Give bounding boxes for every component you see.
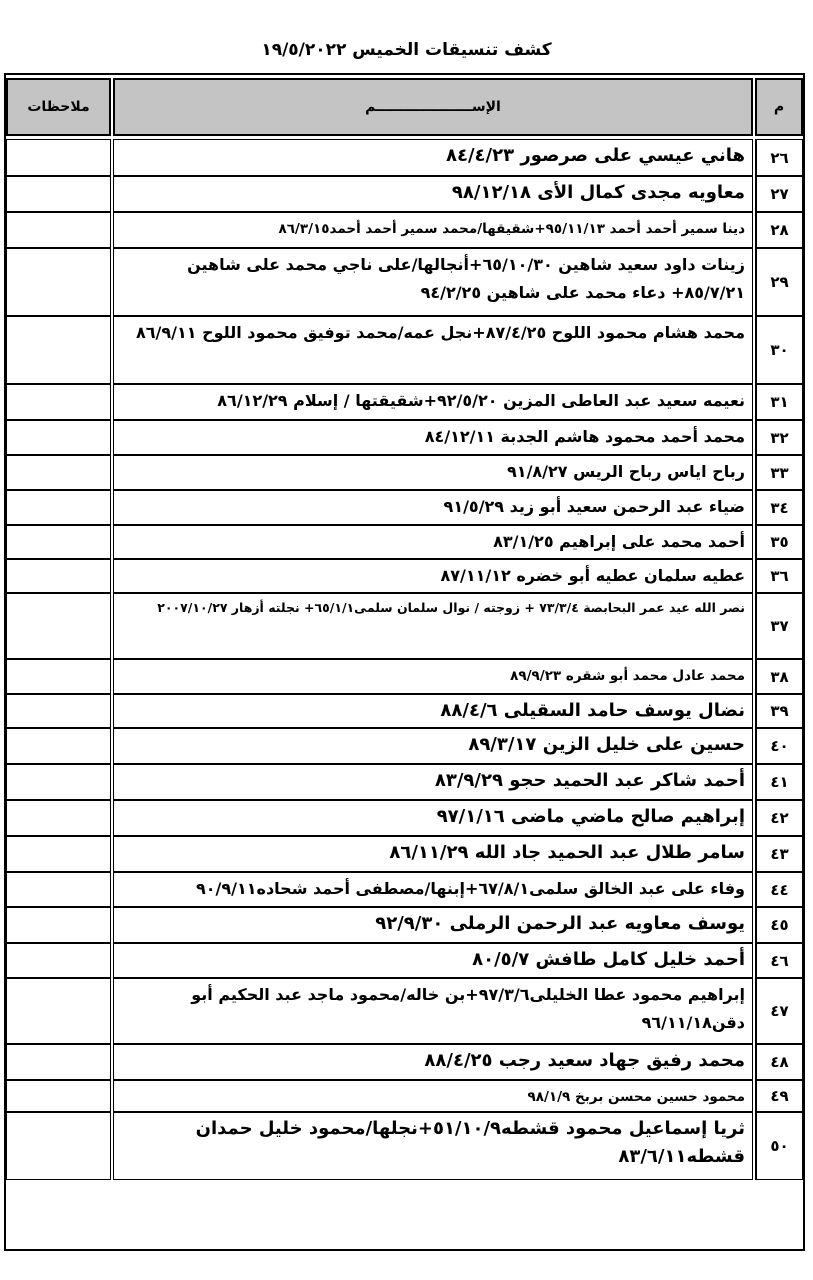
row-name: إبراهيم صالح ماضي ماضى ٩٧/١/١٦ — [113, 800, 753, 836]
table-row — [6, 659, 803, 694]
table-row — [6, 764, 803, 800]
row-number: ٤٧ — [755, 978, 803, 1044]
row-number: ٤٨ — [755, 1044, 803, 1080]
table-row — [6, 728, 803, 764]
row-number: ٣٥ — [755, 525, 803, 559]
row-name: حسين على خليل الزين ٨٩/٣/١٧ — [113, 728, 753, 764]
row-remarks — [6, 455, 111, 490]
row-number: ٤٢ — [755, 800, 803, 836]
table-row — [6, 800, 803, 836]
row-number: ٤١ — [755, 764, 803, 800]
table-row — [6, 1080, 803, 1112]
row-name: نصر الله عيد عمر البحابصة ٧٣/٣/٤ + زوجته / نوال سلمان سلمى٦٥/١/١+ نجلته أزهار ٢٠٠٧/١٠/٢٧ — [113, 593, 753, 659]
row-remarks — [6, 559, 111, 593]
row-number: ٢٧ — [755, 176, 803, 212]
row-number: ٥٠ — [755, 1112, 803, 1180]
table-row — [6, 559, 803, 593]
table-row — [6, 836, 803, 872]
row-number: ٤٤ — [755, 872, 803, 907]
row-name: أحمد محمد على إبراهيم ٨٣/١/٢٥ — [113, 525, 753, 559]
table-row — [6, 212, 803, 248]
row-remarks — [6, 384, 111, 420]
table-row — [6, 694, 803, 728]
row-remarks — [6, 1080, 111, 1112]
row-remarks — [6, 176, 111, 212]
row-remarks — [6, 764, 111, 800]
row-number: ٢٦ — [755, 139, 803, 176]
table-row — [6, 593, 803, 659]
row-number: ٤٣ — [755, 836, 803, 872]
row-remarks — [6, 593, 111, 659]
table-header — [6, 78, 803, 136]
row-remarks — [6, 248, 111, 316]
row-number: ٤٦ — [755, 943, 803, 978]
row-number: ٣١ — [755, 384, 803, 420]
row-number: ٣٠ — [755, 316, 803, 384]
row-name: زينات داود سعيد شاهين ٦٥/١٠/٣٠+أنجالها/على ناجي محمد على شاهين ٨٥/٧/٢١+ دعاء محمد على شاهين ٩٤/٢/٢٥ — [113, 248, 753, 316]
row-remarks — [6, 525, 111, 559]
row-name: نعيمه سعيد عبد العاطى المزين ٩٢/٥/٢٠+شقيقتها / إسلام ٨٦/١٢/٢٩ — [113, 384, 753, 420]
row-remarks — [6, 420, 111, 455]
table-row — [6, 907, 803, 943]
row-number: ٣٣ — [755, 455, 803, 490]
row-name: ضياء عبد الرحمن سعيد أبو زيد ٩١/٥/٢٩ — [113, 490, 753, 525]
row-number: ٣٧ — [755, 593, 803, 659]
table-row — [6, 943, 803, 978]
row-number: ٤٥ — [755, 907, 803, 943]
table-row — [6, 316, 803, 384]
row-remarks — [6, 836, 111, 872]
row-name: ثريا إسماعيل محمود قشطه٥١/١٠/٩+نجلها/محمود خليل حمدان قشطه٨٣/٦/١١ — [113, 1112, 753, 1180]
table-row — [6, 1112, 803, 1180]
row-remarks — [6, 907, 111, 943]
row-name: معاويه مجدى كمال الأى ٩٨/١٢/١٨ — [113, 176, 753, 212]
row-remarks — [6, 978, 111, 1044]
row-remarks — [6, 1112, 111, 1180]
row-remarks — [6, 139, 111, 176]
row-name: محمود حسين محسن بربخ ٩٨/١/٩ — [113, 1080, 753, 1112]
row-name: هاني عيسي على صرصور ٨٤/٤/٢٣ — [113, 139, 753, 176]
page-title: كشف تنسيقات الخميس ١٩/٥/٢٠٢٢ — [261, 40, 552, 60]
row-remarks — [6, 943, 111, 978]
row-name: عطيه سلمان عطيه أبو خضره ٨٧/١١/١٢ — [113, 559, 753, 593]
row-number: ٤٠ — [755, 728, 803, 764]
row-number: ٣٤ — [755, 490, 803, 525]
row-number: ٣٢ — [755, 420, 803, 455]
row-remarks — [6, 316, 111, 384]
table-row — [6, 525, 803, 559]
row-remarks — [6, 872, 111, 907]
row-number: ٣٦ — [755, 559, 803, 593]
row-number: ٣٩ — [755, 694, 803, 728]
row-name: محمد عادل محمد أبو شقره ٨٩/٩/٢٣ — [113, 659, 753, 694]
row-remarks — [6, 800, 111, 836]
row-name: أحمد شاكر عبد الحميد حجو ٨٣/٩/٢٩ — [113, 764, 753, 800]
row-name: أحمد خليل كامل طافش ٨٠/٥/٧ — [113, 943, 753, 978]
row-number: ٢٩ — [755, 248, 803, 316]
row-name: محمد هشام محمود اللوح ٨٧/٤/٢٥+نجل عمه/محمد توفيق محمود اللوح ٨٦/٩/١١ — [113, 316, 753, 384]
header-number: م — [755, 78, 803, 136]
row-name: إبراهيم محمود عطا الخليلى٩٧/٣/٦+بن خاله/محمود ماجد عبد الحكيم أبو دقن٩٦/١١/١٨ — [113, 978, 753, 1044]
row-number: ٣٨ — [755, 659, 803, 694]
row-name: سامر طلال عبد الحميد جاد الله ٨٦/١١/٢٩ — [113, 836, 753, 872]
table-body — [6, 139, 803, 1247]
row-name: محمد أحمد محمود هاشم الجدبة ٨٤/١٢/١١ — [113, 420, 753, 455]
table-row — [6, 139, 803, 176]
table-row — [6, 872, 803, 907]
row-number: ٢٨ — [755, 212, 803, 248]
table-row — [6, 978, 803, 1044]
table-row — [6, 248, 803, 316]
row-name: نضال يوسف حامد السقيلى ٨٨/٤/٦ — [113, 694, 753, 728]
row-remarks — [6, 694, 111, 728]
row-name: وفاء على عبد الخالق سلمى٦٧/٨/١+إبنها/مصطفى أحمد شحاده٩٠/٩/١١ — [113, 872, 753, 907]
table-row — [6, 176, 803, 212]
row-name: يوسف معاويه عبد الرحمن الرملى ٩٢/٩/٣٠ — [113, 907, 753, 943]
row-name: دينا سمير أحمد أحمد ٩٥/١١/١٣+شقيقها/محمد سمير أحمد أحمد٨٦/٣/١٥ — [113, 212, 753, 248]
table-row — [6, 384, 803, 420]
table-row — [6, 1044, 803, 1080]
table-row — [6, 455, 803, 490]
row-number: ٤٩ — [755, 1080, 803, 1112]
table-row — [6, 420, 803, 455]
row-remarks — [6, 212, 111, 248]
header-name: الإســــــــــــــــــــم — [113, 78, 753, 136]
header-remarks: ملاحظات — [6, 78, 111, 136]
row-remarks — [6, 659, 111, 694]
row-remarks — [6, 490, 111, 525]
row-name: محمد رفيق جهاد سعيد رجب ٨٨/٤/٢٥ — [113, 1044, 753, 1080]
row-remarks — [6, 1044, 111, 1080]
row-remarks — [6, 728, 111, 764]
row-name: رباح اياس رباح الريس ٩١/٨/٢٧ — [113, 455, 753, 490]
table-row — [6, 490, 803, 525]
